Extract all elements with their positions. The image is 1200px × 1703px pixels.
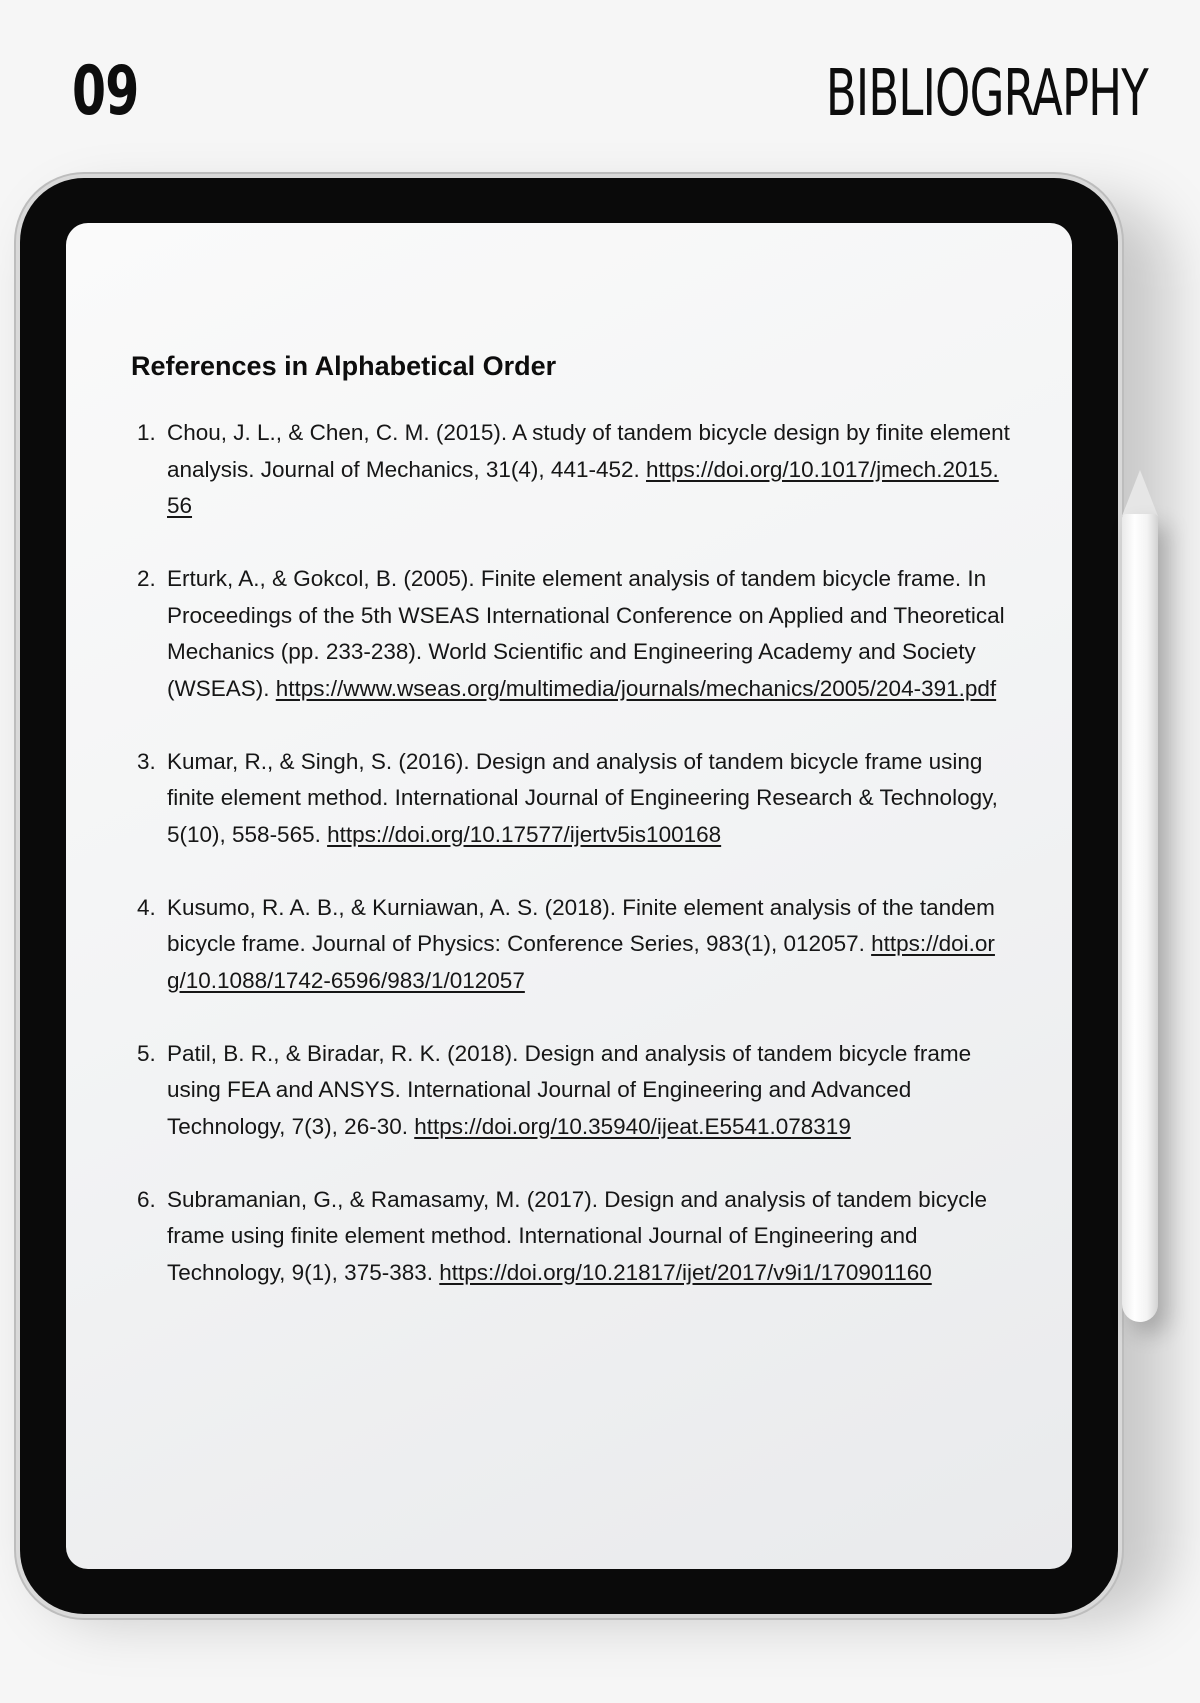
- reference-number: 4.: [137, 894, 156, 920]
- reference-link[interactable]: https://doi.org/10.17577/ijertv5is100168: [327, 821, 722, 847]
- reference-link[interactable]: https://doi.org/10.1088/1742-6596/983/1/012057: [167, 931, 995, 993]
- reference-text: Patil, B. R., & Biradar, R. K. (2018). Design and analysis of tandem bicycle frame using FEA and ANSYS. International Journal of Engineering and Advanced Technology, 7(3), 26-30.: [167, 1040, 972, 1139]
- reference-link[interactable]: https://doi.org/10.35940/ijeat.E5541.078319: [414, 1113, 851, 1139]
- reference-number: 2.: [137, 566, 156, 591]
- reference-text: Subramanian, G., & Ramasamy, M. (2017). Design and analysis of tandem bicycle frame using finite element method. International Journal of Engineering and Technology, 9(1), 375-383.: [167, 1186, 987, 1285]
- stylus-tip: [1122, 470, 1158, 516]
- stylus-pencil: [1122, 470, 1158, 1325]
- reference-text: Kusumo, R. A. B., & Kurniawan, A. S. (2018). Finite element analysis of the tandem bicycle frame. Journal of Physics: Conference Series, 983(1), 012057.: [167, 894, 995, 956]
- references-heading: References in Alphabetical Order: [131, 351, 557, 381]
- tablet-frame: [20, 178, 1118, 1614]
- reference-item: [131, 890, 1011, 1000]
- page-number: 09: [72, 52, 139, 131]
- reference-item: [131, 1182, 1011, 1292]
- references-list: [131, 415, 1011, 1328]
- reference-item: [131, 744, 1011, 854]
- reference-link[interactable]: https://doi.org/10.21817/ijet/2017/v9i1/170901160: [439, 1259, 932, 1285]
- reference-number: 1.: [137, 420, 156, 445]
- reference-item: [131, 1036, 1011, 1146]
- reference-text: Chou, J. L., & Chen, C. M. (2015). A study of tandem bicycle design by finite element analysis. Journal of Mechanics, 31(4), 441-452.: [167, 420, 1010, 482]
- reference-text: Erturk, A., & Gokcol, B. (2005). Finite element analysis of tandem bicycle frame. In Proceedings of the 5th WSEAS International Conference on Applied and Theoretical Mechanics (pp. 233-238). World Scientific and Engineering Academy and Society (WSEAS).: [167, 566, 1005, 701]
- reference-link[interactable]: https://www.wseas.org/multimedia/journals/mechanics/2005/204-391.pdf: [275, 675, 997, 701]
- reference-number: 6.: [137, 1186, 156, 1212]
- reference-number: 5.: [137, 1040, 156, 1066]
- reference-item: [131, 561, 1011, 707]
- reference-number: 3.: [137, 748, 156, 774]
- reference-item: [131, 415, 1011, 525]
- stylus-body: [1122, 514, 1158, 1322]
- section-title: BIBLIOGRAPHY: [825, 57, 1148, 131]
- reference-link[interactable]: https://doi.org/10.1017/jmech.2015.56: [167, 456, 999, 518]
- reference-text: Kumar, R., & Singh, S. (2016). Design and analysis of tandem bicycle frame using finite element method. International Journal of Engineering Research & Technology, 5(10), 558-565.: [167, 748, 998, 847]
- tablet-screen: [66, 223, 1072, 1569]
